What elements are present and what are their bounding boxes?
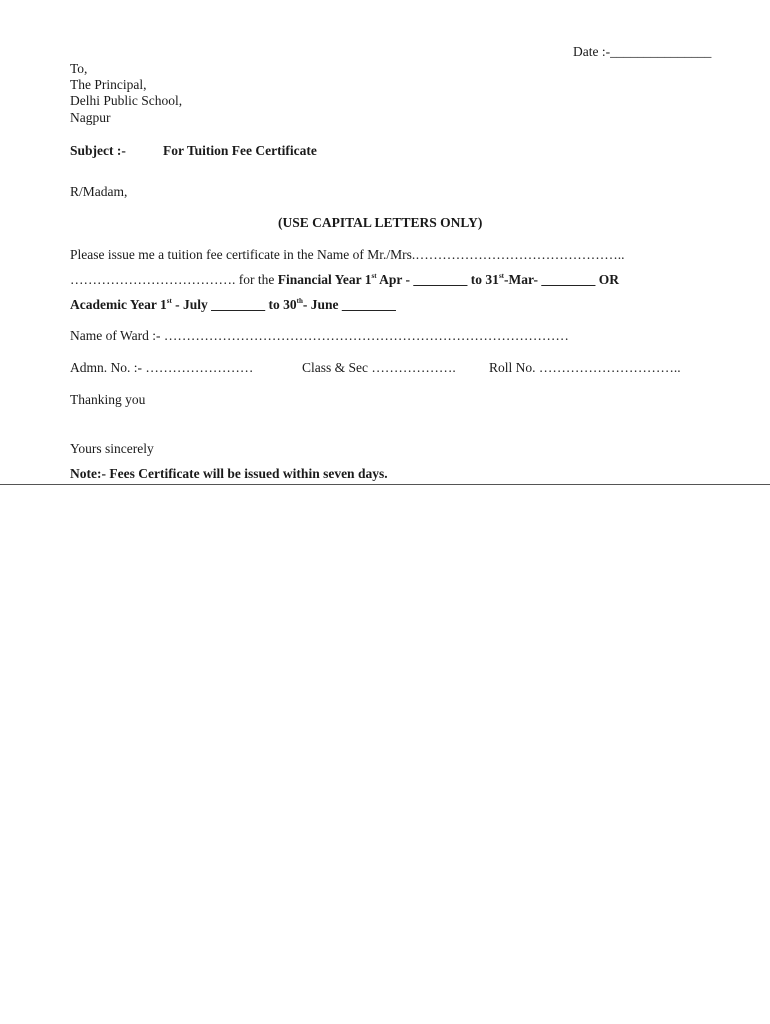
ay-end-label: - June ________ xyxy=(302,297,396,312)
body-line-academic-year[interactable] xyxy=(70,297,396,313)
ay-end-sup: th xyxy=(296,297,303,305)
ay-mid-label: - July ________ to 30 xyxy=(171,297,297,312)
body-line-name[interactable]: Please issue me a tuition fee certificate in the Name of Mr./Mrs.……………………………………….. xyxy=(70,247,625,262)
class-section-field[interactable]: Class & Sec ………………. xyxy=(302,360,456,375)
fy-start-label: Financial Year 1 xyxy=(277,272,372,287)
body-line-financial-year[interactable] xyxy=(70,272,619,288)
admission-number-field[interactable]: Admn. No. :- …………………… xyxy=(70,360,254,375)
note-text: Note:- Fees Certificate will be issued within seven days. xyxy=(70,466,388,481)
yours-sincerely: Yours sincerely xyxy=(70,441,154,456)
subject-text: For Tuition Fee Certificate xyxy=(163,143,317,158)
date-field[interactable]: Date :-_______________ xyxy=(573,44,712,59)
ward-name-field[interactable]: Name of Ward :- ……………………………………………………………………………… xyxy=(70,328,569,343)
ay-start-label: Academic Year 1 xyxy=(70,297,167,312)
address-to: To, xyxy=(70,61,88,76)
address-line-principal: The Principal, xyxy=(70,77,147,92)
salutation: R/Madam, xyxy=(70,184,128,199)
page-divider-line xyxy=(0,484,770,485)
address-line-city: Nagpur xyxy=(70,110,111,125)
thanking-text: Thanking you xyxy=(70,392,146,407)
roll-number-field[interactable]: Roll No. ………………………….. xyxy=(489,360,681,375)
name-continuation-dots: ………………………………. for the xyxy=(70,272,278,287)
fy-mid-label: Apr - ________ to 31 xyxy=(376,272,499,287)
fy-start-sup: st xyxy=(371,272,377,280)
address-line-school: Delhi Public School, xyxy=(70,93,183,108)
ay-start-sup: st xyxy=(166,297,172,305)
fy-end-label: -Mar- ________ OR xyxy=(504,272,619,287)
capital-letters-instruction: (USE CAPITAL LETTERS ONLY) xyxy=(278,215,483,230)
subject-label: Subject :- xyxy=(70,143,126,158)
fy-end-sup: st xyxy=(498,272,504,280)
